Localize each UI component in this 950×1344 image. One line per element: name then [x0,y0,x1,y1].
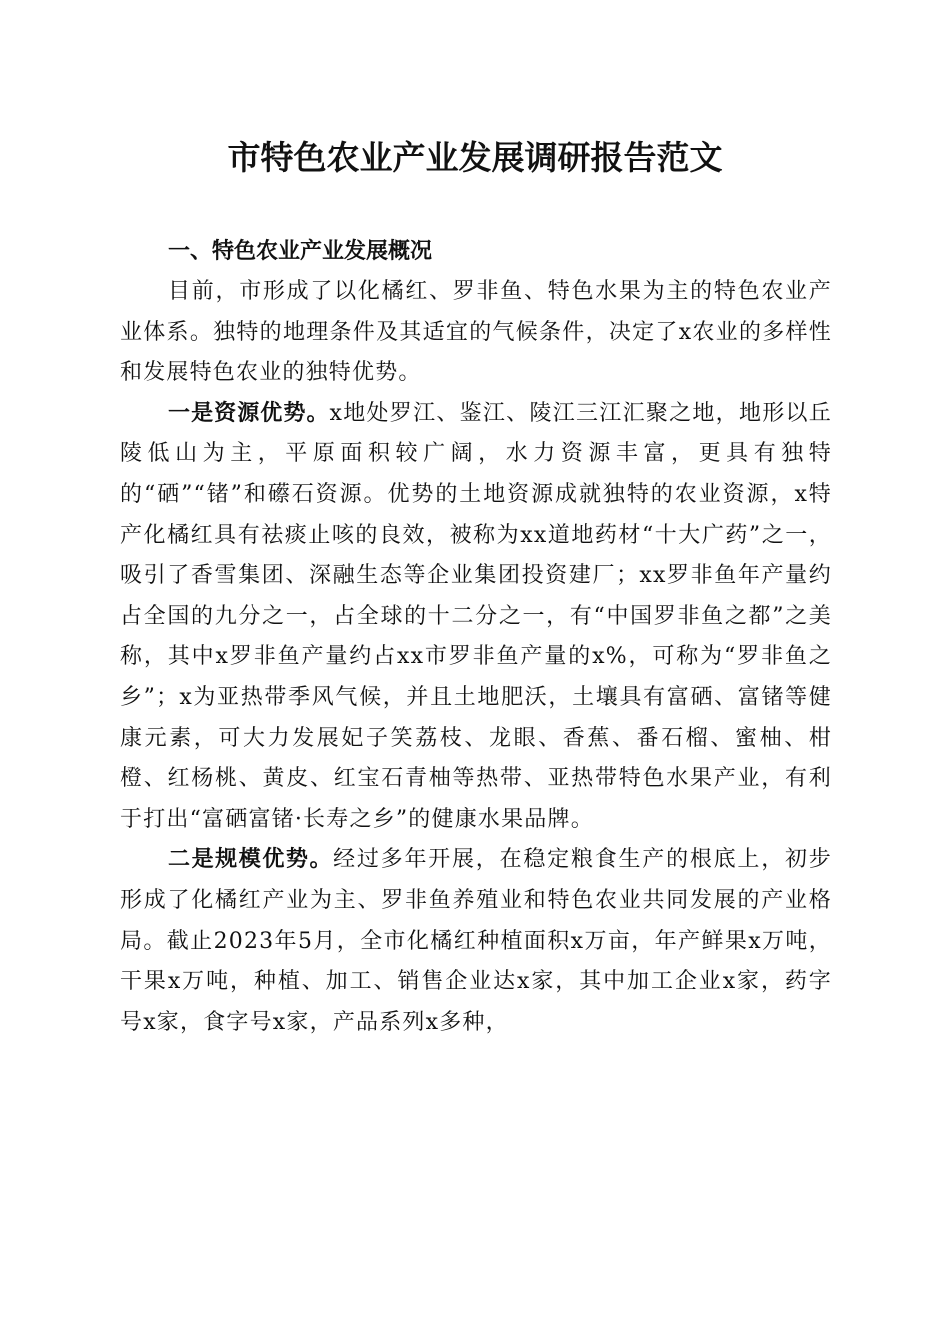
scale-advantage-text: 经过多年开展，在稳定粮食生产的根底上，初步形成了化橘红产业为主、罗非鱼养殖业和特色农业共同发展的产业格局。截止2023年5月，全市化橘红种植面积x万亩，年产鲜果x万吨，干果x万吨，种植、加工、销售企业达x家，其中加工企业x家，药字号x家，食字号x家，产品系列x多种， [120,847,832,1035]
document-body [120,232,832,1043]
resource-advantage-lead: 一是资源优势。 [168,400,330,426]
scale-advantage-lead: 二是规模优势。 [168,847,334,873]
section-heading: 一、特色农业产业发展概况 [168,239,433,264]
scale-advantage-paragraph [120,840,832,1043]
intro-paragraph: 目前，市形成了以化橘红、罗非鱼、特色水果为主的特色农业产业体系。独特的地理条件及其适宜的气候条件，决定了x农业的多样性和发展特色农业的独特优势。 [120,279,832,386]
resource-advantage-text: x地处罗江、鉴江、陵江三江汇聚之地，地形以丘陵低山为主，平原面积较广阔，水力资源丰富，更具有独特的“硒”“锗”和礤石资源。优势的土地资源成就独特的农业资源，x特产化橘红具有祛痰止咳的良效，被称为xx道地药材“十大广药”之一，吸引了香雪集团、深融生态等企业集团投资建厂；xx罗非鱼年产量约占全国的九分之一，占全球的十二分之一，有“中国罗非鱼之都”之美称，其中x罗非鱼产量约占xx市罗非鱼产量的x%，可称为“罗非鱼之乡”；x为亚热带季风气候，并且土地肥沃，土壤具有富硒、富锗等健康元素，可大力发展妃子笑荔枝、龙眼、香蕉、番石榴、蜜柚、柑橙、红杨桃、黄皮、红宝石青柚等热带、亚热带特色水果产业，有利于打出“富硒富锗·长寿之乡”的健康水果品牌。 [120,400,832,832]
resource-advantage-paragraph [120,394,832,841]
document-title: 市特色农业产业发展调研报告范文 [227,138,723,177]
